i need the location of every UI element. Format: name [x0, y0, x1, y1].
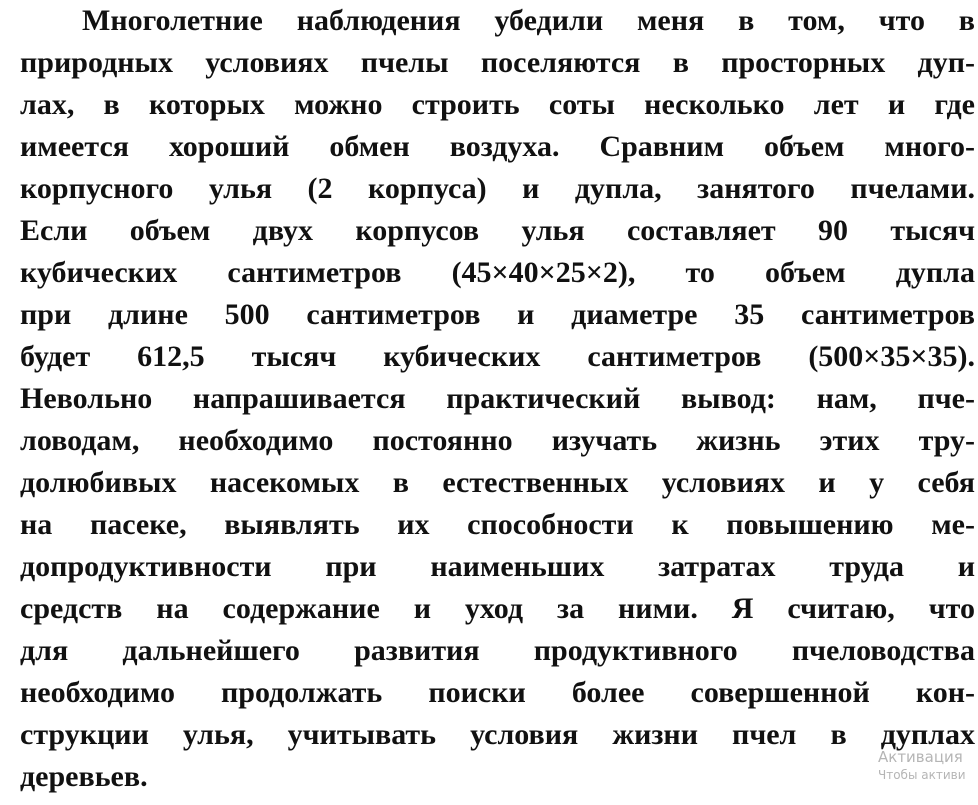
text-line: при длине 500 сантиметров и диаметре 35 сантиметров — [20, 298, 975, 331]
text-line: имеется хороший обмен воздуха. Сравним объем много- — [20, 130, 975, 163]
paragraph — [20, 0, 975, 798]
text-line: лах, в которых можно строить соты несколько лет и где — [20, 88, 975, 121]
windows-activation-watermark — [868, 748, 978, 798]
text-line: необходимо продолжать поиски более совершенной кон- — [20, 676, 975, 709]
text-line: будет 612,5 тысяч кубических сантиметров (500×35×35). — [20, 340, 975, 373]
text-line: средств на содержание и уход за ними. Я считаю, что — [20, 592, 975, 625]
text-line: Многолетние наблюдения убедили меня в том, что в — [82, 4, 975, 37]
text-line: допродуктивности при наименьших затратах труда и — [20, 550, 975, 583]
text-line: долюбивых насекомых в естественных условиях и у себя — [20, 466, 975, 499]
text-line: кубических сантиметров (45×40×25×2), то объем дупла — [20, 256, 975, 289]
text-line: на пасеке, выявлять их способности к повышению ме- — [20, 508, 975, 541]
text-line: струкции улья, учитывать условия жизни пчел в дуплах — [20, 718, 975, 751]
text-line: Если объем двух корпусов улья составляет 90 тысяч — [20, 214, 975, 247]
watermark-subtitle: Чтобы активи — [878, 768, 966, 782]
text-line: для дальнейшего развития продуктивного пчеловодства — [20, 634, 975, 667]
text-line: Невольно напрашивается практический вывод: нам, пче- — [20, 382, 975, 415]
text-line: ловодам, необходимо постоянно изучать жизнь этих тру- — [20, 424, 975, 457]
text-line: корпусного улья (2 корпуса) и дупла, занятого пчелами. — [20, 172, 975, 205]
watermark-title: Активация — [878, 748, 963, 766]
text-line: природных условиях пчелы поселяются в просторных дуп- — [20, 46, 975, 79]
text-line: деревьев. — [20, 760, 148, 793]
